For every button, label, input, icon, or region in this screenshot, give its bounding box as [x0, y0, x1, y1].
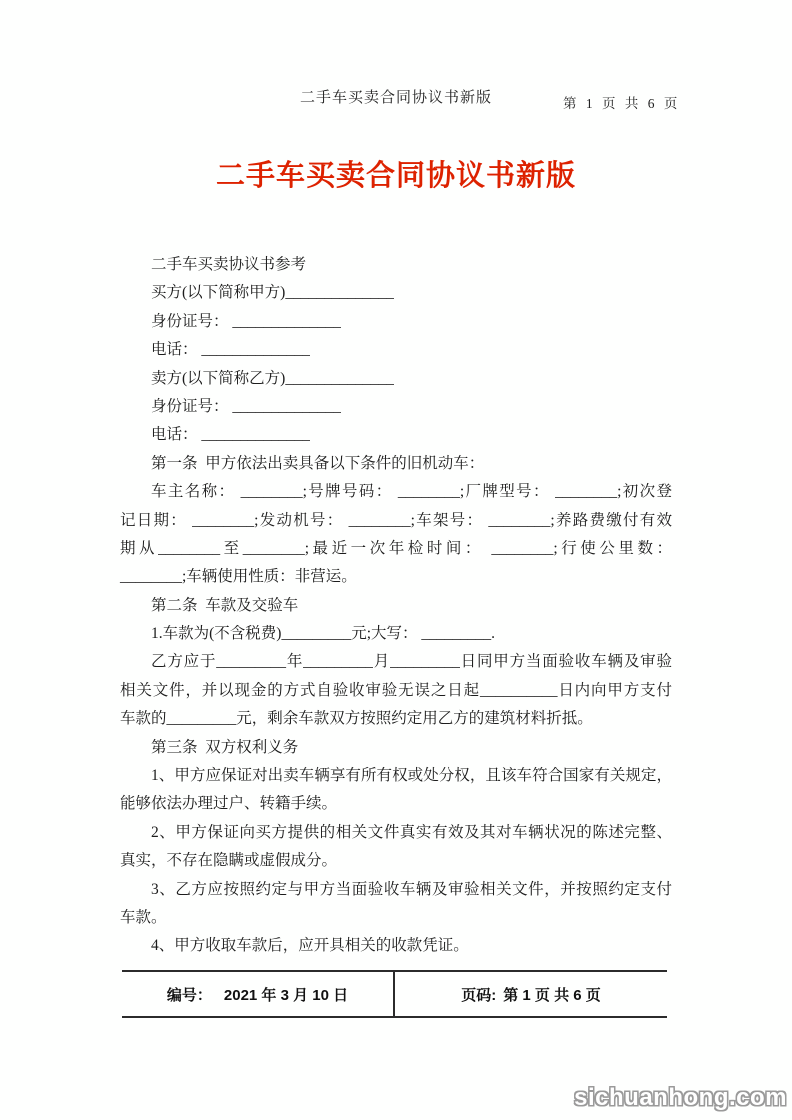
contract-line-seller-id: 身份证号： ______________: [151, 397, 341, 415]
contract-line: 乙方应于_________年_________月_________日同甲方当面验收车辆及审验: [151, 653, 672, 671]
document-title: 二手车买卖合同协议书新版: [215, 160, 576, 192]
contract-line: 2、甲方保证向买方提供的相关文件真实有效及其对车辆状况的陈述完整、: [151, 823, 672, 841]
contract-line: ________;车辆使用性质：非营运。: [120, 568, 357, 586]
contract-line: 真实，不存在隐瞒或虚假成分。: [120, 852, 338, 870]
contract-line: 1.车款为(不含税费)_________元;大写： _________.: [151, 625, 496, 643]
contract-line-seller: 卖方(以下简称乙方)______________: [151, 369, 394, 387]
contract-line: 能够依法办理过户、转籍手续。: [120, 795, 338, 813]
contract-line: 相关文件，并以现金的方式自验收审验无误之日起__________日内向甲方支付: [120, 681, 672, 699]
contract-line: 4、甲方收取车款后，应开具相关的收款凭证。: [151, 937, 469, 955]
contract-line-buyer: 买方(以下简称甲方)______________: [151, 284, 394, 302]
contract-line: 3、乙方应按照约定与甲方当面验收车辆及审验相关文件，并按照约定支付: [151, 880, 672, 898]
contract-line: 期从________至________;最近一次年检时间： ________;行使公里数：: [120, 539, 672, 557]
footer-table: [122, 970, 667, 1018]
footer-page-cell: [395, 972, 667, 1016]
footer-serial-cell: [122, 972, 395, 1016]
contract-line: 二手车买卖协议书参考: [151, 256, 307, 273]
footer-serial-label: 编号：: [166, 986, 212, 1004]
header-doc-title: 二手车买卖合同协议书新版: [299, 90, 492, 106]
footer-page-value: 第 1 页 共 6 页: [503, 986, 601, 1004]
contract-line: 车款的_________元，剩余车款双方按照约定用乙方的建筑材料折抵。: [120, 710, 593, 728]
contract-line: 记日期： ________;发动机号： ________;车架号： ________;养路费缴付有效: [120, 511, 672, 529]
contract-line: 1、甲方应保证对出卖车辆享有所有权或处分权，且该车符合国家有关规定，: [151, 767, 672, 785]
contract-line-buyer-id: 身份证号： ______________: [151, 312, 341, 330]
contract-clause-1-heading: 第一条 甲方依法出卖具备以下条件的旧机动车：: [151, 454, 485, 472]
contract-body: [120, 251, 672, 961]
contract-clause-3-heading: 第三条 双方权利义务: [151, 738, 299, 756]
contract-line: 车主名称： ________;号牌号码： ________;厂牌型号： ________;初次登: [151, 483, 672, 501]
header-page-indicator: 第 1 页 共 6 页: [563, 96, 681, 111]
contract-line-buyer-phone: 电话： ______________: [151, 341, 310, 359]
footer-date: 2021 年 3 月 10 日: [223, 986, 349, 1004]
contract-line-seller-phone: 电话： ______________: [151, 426, 310, 444]
contract-line: 车款。: [120, 908, 167, 926]
watermark: sichuanhong.com: [574, 1084, 787, 1111]
contract-clause-2-heading: 第二条 车款及交验车: [151, 596, 299, 614]
footer-page-label: 页码:: [461, 986, 497, 1004]
